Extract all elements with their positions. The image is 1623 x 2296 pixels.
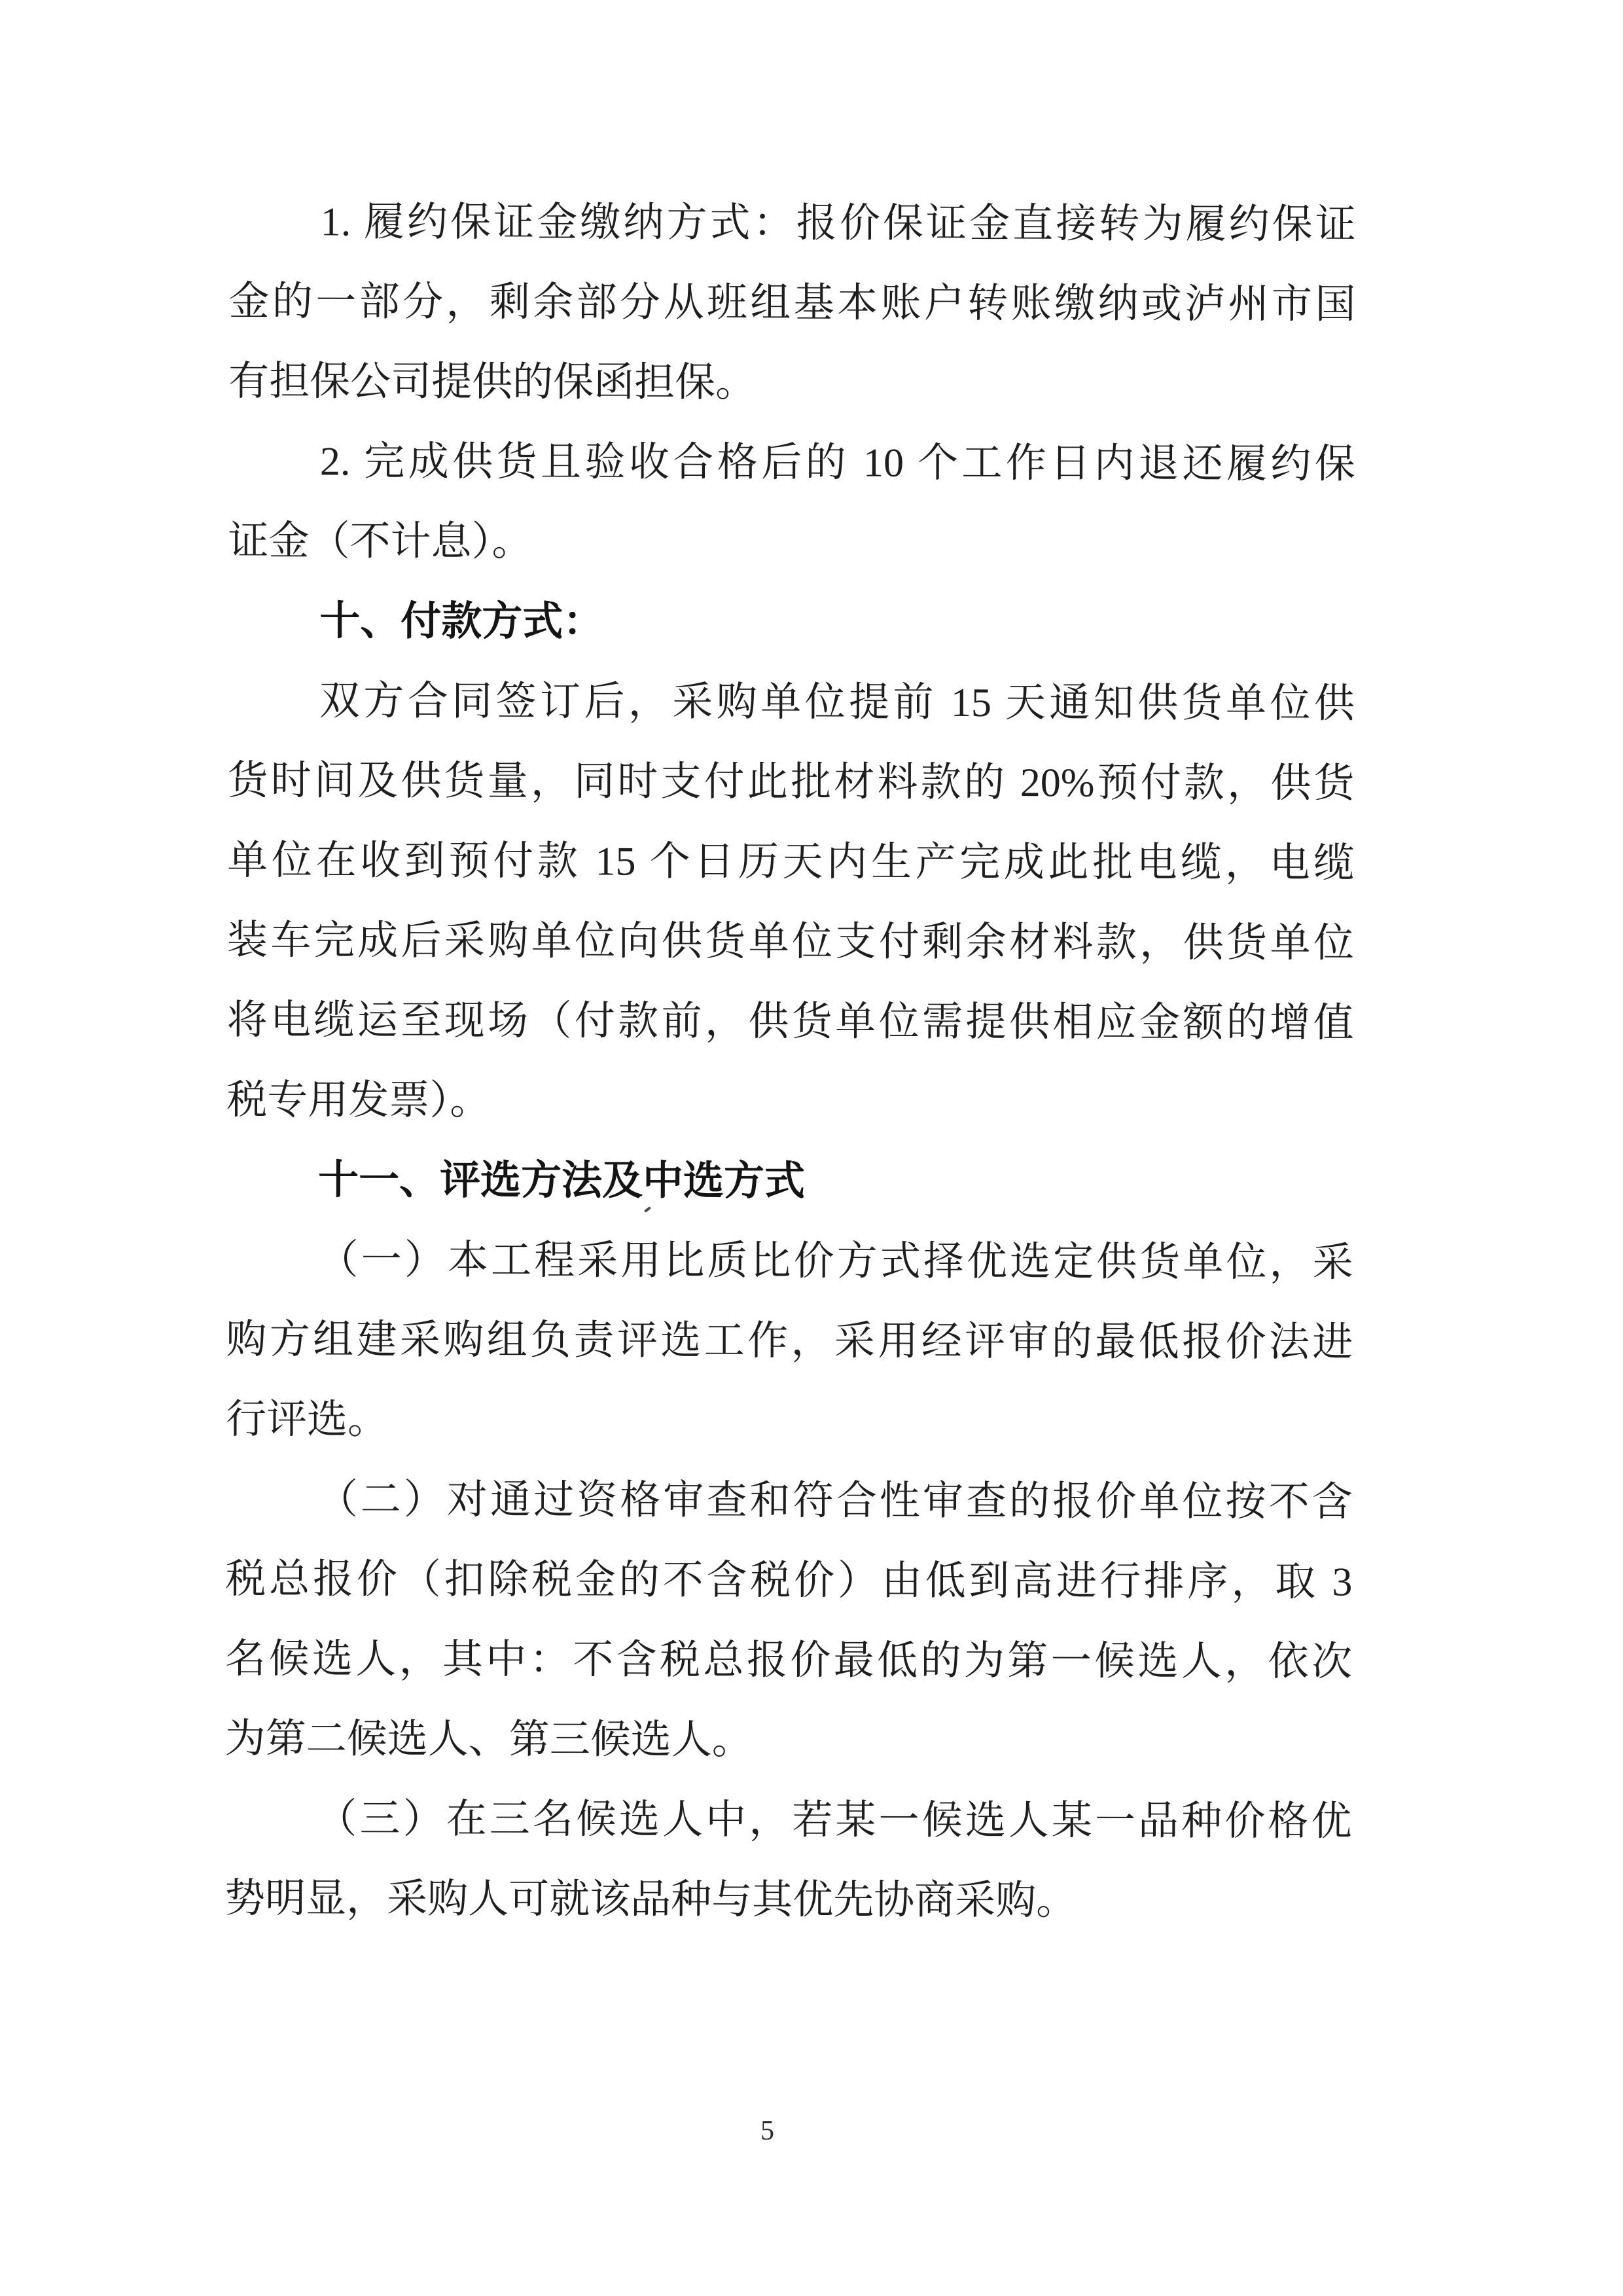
text-line: 购方组建采购组负责评选工作，采用经评审的最低报价法进 — [226, 1317, 1353, 1365]
text-line: 1. 履约保证金缴纳方式：报价保证金直接转为履约保证 — [320, 200, 1356, 247]
paragraph-block — [226, 661, 1355, 1143]
text-line: 税总报价（扣除税金的不含税价）由低到高进行排序，取 3 — [225, 1556, 1353, 1605]
text-line: 为第二候选人、第三候选人。 — [224, 1716, 753, 1763]
text-line: 装车完成后采购单位向供货单位支付剩余材料款，供货单位 — [226, 918, 1355, 966]
paragraph-block — [224, 1779, 1352, 1942]
paragraph-block — [228, 182, 1356, 425]
text-line: 2. 完成供货且验收合格后的 10 个工作日内退还履约保 — [319, 439, 1355, 487]
text-line: 证金（不计息）。 — [228, 518, 533, 565]
text-line: （二）对通过资格审查和符合性审查的报价单位按不含 — [317, 1477, 1353, 1525]
text-line: 单位在收到预付款 15 个日历天内生产完成此批电缆，电缆 — [227, 838, 1355, 886]
text-line: 名候选人，其中：不含税总报价最低的为第一候选人，依次 — [225, 1636, 1353, 1685]
section-heading-line: 十、付款方式： — [319, 599, 604, 645]
section-heading-line: 十一、评选方法及中选方式 — [317, 1158, 806, 1204]
page-number: 5 — [760, 2116, 774, 2146]
paragraph-block — [228, 422, 1355, 584]
text-line: 税专用发票）。 — [226, 1077, 491, 1124]
paragraph-block — [226, 1220, 1353, 1463]
text-line: 金的一部分，剩余部分从班组基本账户转账缴纳或泸州市国 — [228, 279, 1356, 327]
text-line: 行评选。 — [225, 1397, 389, 1443]
text-line: 有担保公司提供的保函担保。 — [228, 359, 757, 406]
text-line: 将电缆运至现场（付款前，供货单位需提供相应金额的增值 — [226, 997, 1354, 1046]
section-heading-block — [228, 581, 1355, 664]
text-line: 双方合同签订后，采购单位提前 15 天通知供货单位供 — [319, 679, 1355, 726]
text-line: 势明显，采购人可就该品种与其优先协商采购。 — [224, 1876, 1077, 1924]
text-line: （三）在三名候选人中，若某一候选人某一品种价格优 — [316, 1797, 1352, 1844]
text-line: （一）本工程采用比质比价方式择优选定供货单位，采 — [317, 1238, 1353, 1285]
text-line: 货时间及供货量，同时支付此批材料款的 20%预付款，供货 — [227, 758, 1355, 806]
paragraph-block — [225, 1460, 1353, 1782]
section-heading-block — [226, 1140, 1353, 1223]
document-text-block — [224, 182, 1356, 1941]
